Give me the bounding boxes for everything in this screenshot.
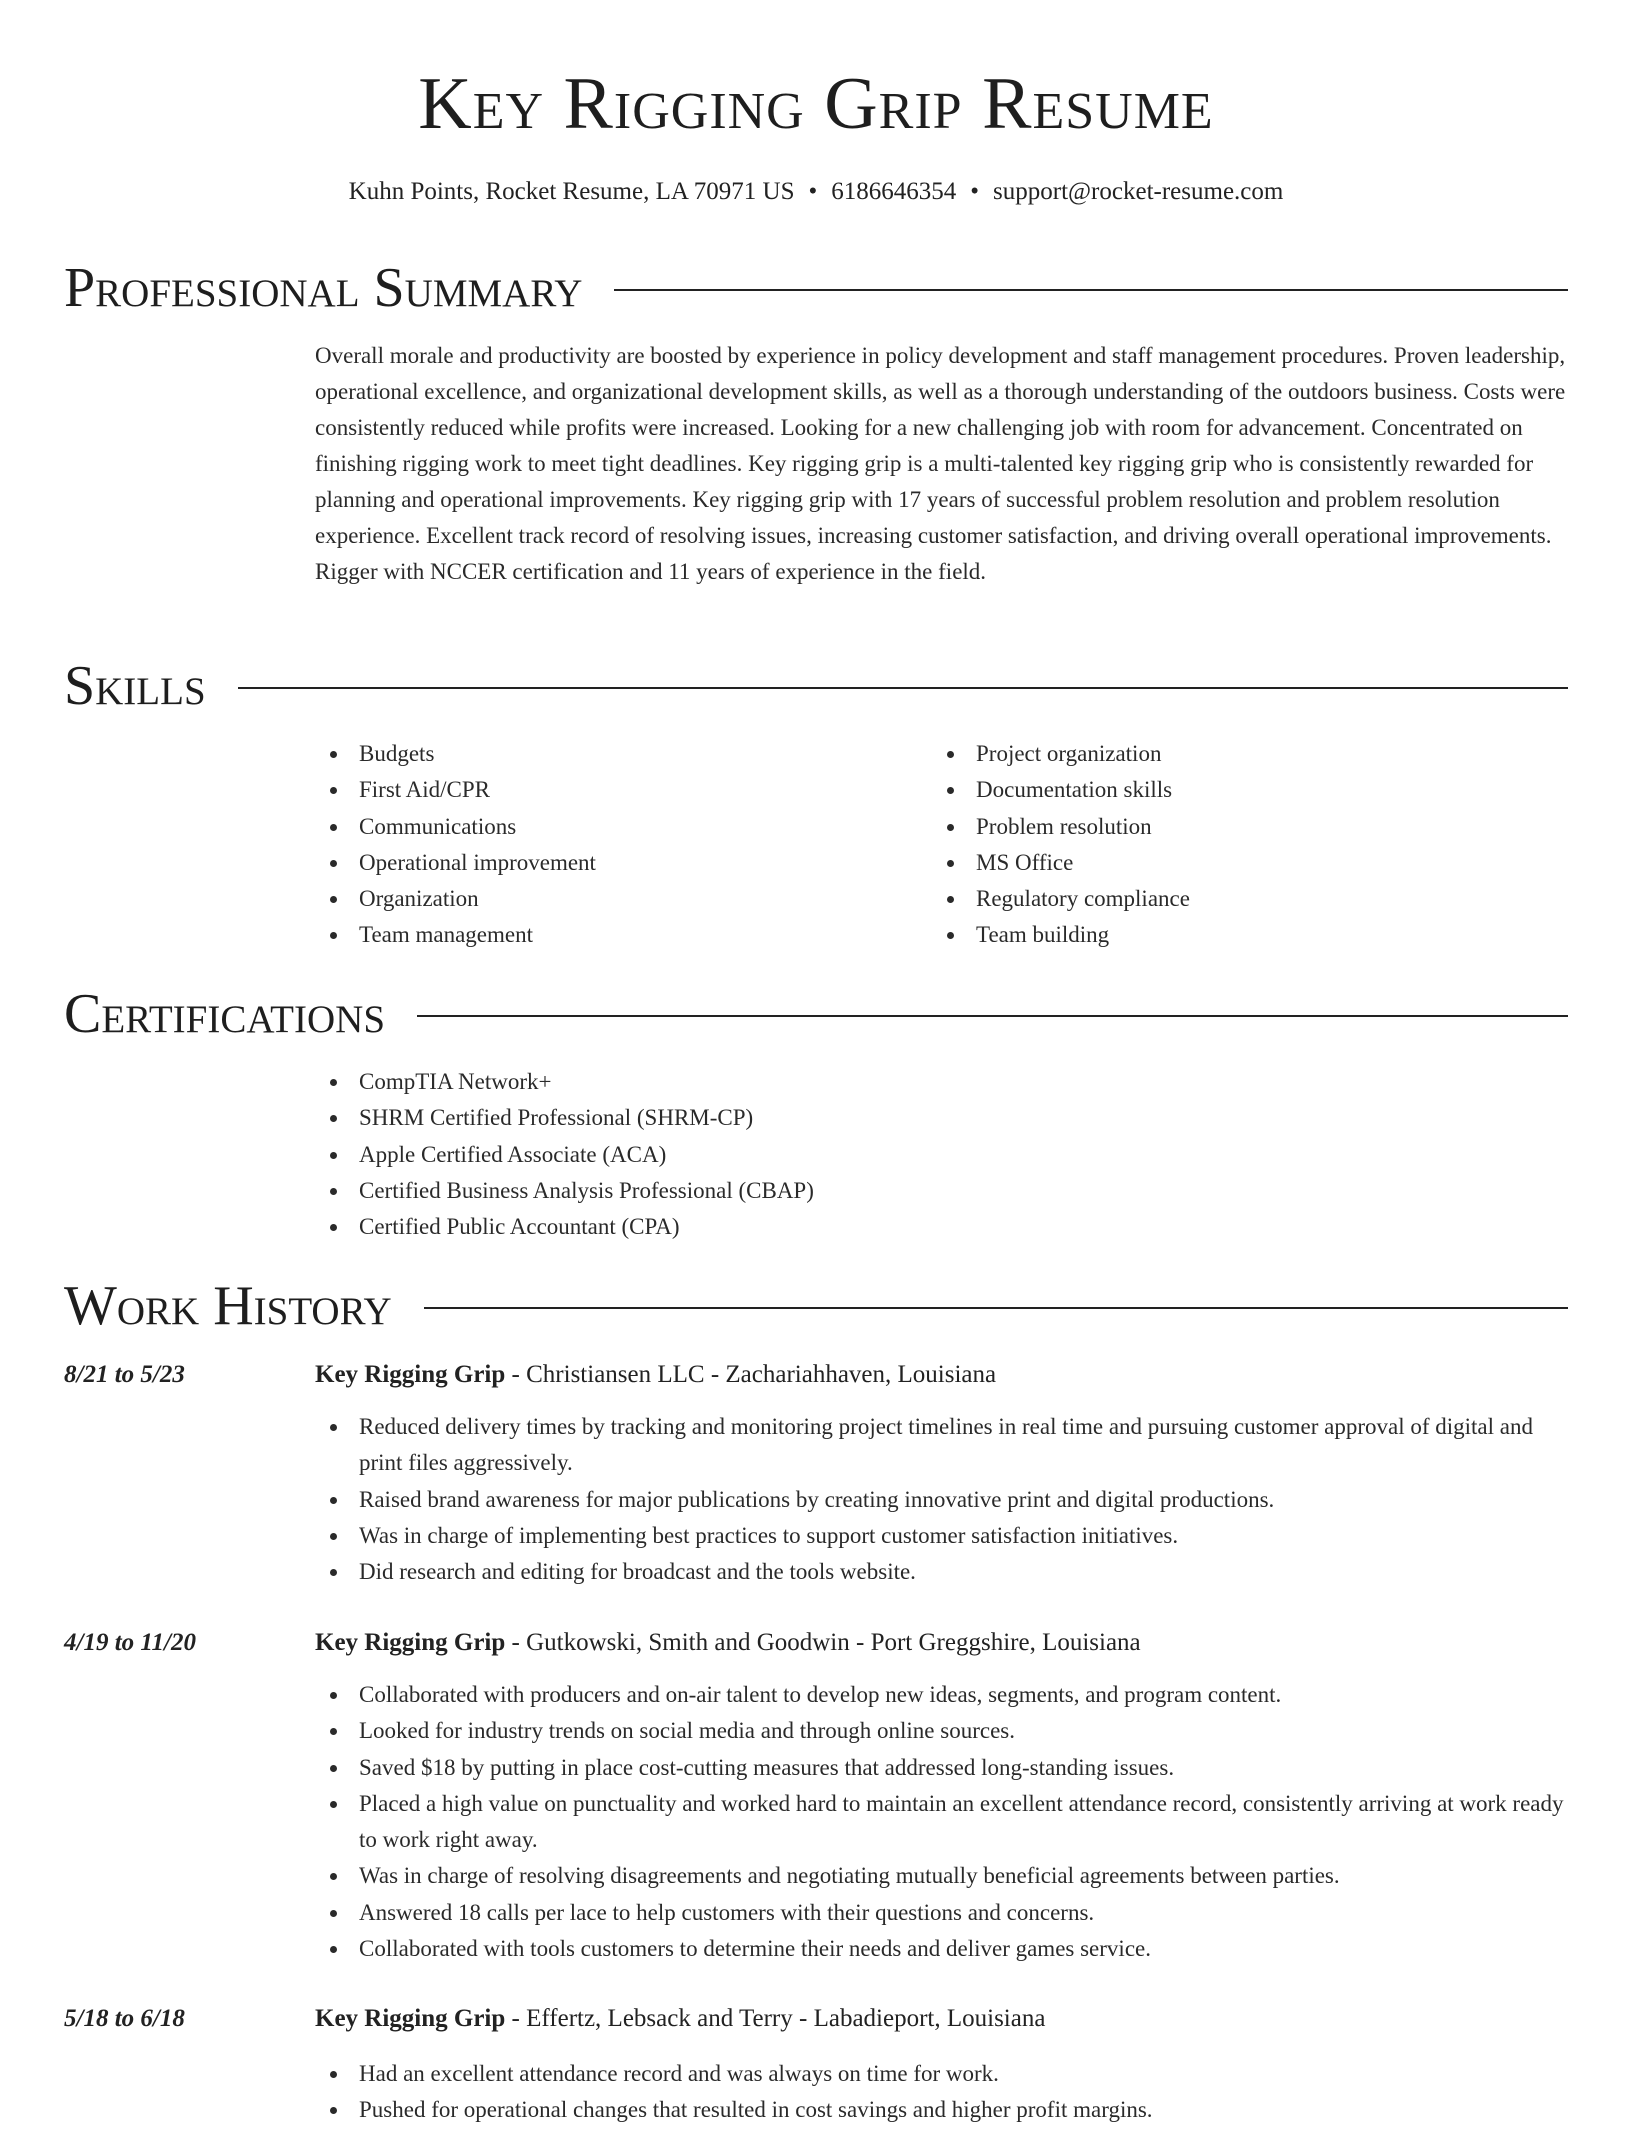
skill-item: Operational improvement bbox=[315, 845, 915, 881]
job-bullet: Had an excellent attendance record and was always on time for work. bbox=[315, 2056, 1568, 2092]
job-bullet: Reduced delivery times by tracking and monitoring project timelines in real time and pursuing customer approval of digital and print files aggressively. bbox=[315, 1409, 1568, 1482]
job-heading bbox=[315, 1625, 1568, 1661]
resume-title: Key Rigging Grip Resume bbox=[418, 63, 1214, 145]
job-bullets bbox=[315, 2056, 1568, 2129]
job-bullet: Looked for industry trends on social media and through online sources. bbox=[315, 1713, 1568, 1749]
job-title: Key Rigging Grip bbox=[315, 2005, 506, 2032]
job-heading bbox=[315, 2001, 1568, 2037]
job-employer: - Gutkowski, Smith and Goodwin - Port Greggshire, Louisiana bbox=[505, 1629, 1141, 1656]
section-title: Certifications bbox=[64, 983, 386, 1045]
work-history-section-header bbox=[64, 1274, 1568, 1338]
email[interactable]: support@rocket-resume.com bbox=[993, 178, 1284, 205]
job-dates: 4/19 to 11/20 bbox=[64, 1629, 196, 1656]
section-divider bbox=[614, 289, 1568, 291]
skill-item: Project organization bbox=[932, 736, 1532, 772]
certifications-list bbox=[315, 1064, 1568, 1245]
section-title: Professional Summary bbox=[64, 257, 583, 319]
job-bullet: Collaborated with tools customers to determine their needs and deliver games service. bbox=[315, 1931, 1568, 1967]
certification-item: Apple Certified Associate (ACA) bbox=[315, 1137, 1568, 1173]
job-title: Key Rigging Grip bbox=[315, 1629, 506, 1656]
job-employer: - Effertz, Lebsack and Terry - Labadieport, Louisiana bbox=[505, 2005, 1046, 2032]
job-bullet: Placed a high value on punctuality and worked hard to maintain an excellent attendance record, consistently arriving at work ready to work right away. bbox=[315, 1786, 1568, 1859]
job-bullets bbox=[315, 1677, 1568, 1967]
summary-text: Overall morale and productivity are boosted by experience in policy development and staff management procedures. Proven leadership, operational excellence, and organizational development skills, as well as a thorough understanding of the outdoors business. Costs were consistently reduced while profits were increased. Looking for a new challenging job with room for advancement. Concentrated on finishing rigging work to meet tight deadlines. Key rigging grip is a multi-talented key rigging grip who is consistently rewarded for planning and operational improvements. Key rigging grip with 17 years of successful problem resolution and problem resolution experience. Excellent track record of resolving issues, increasing customer satisfaction, and driving overall operational improvements. Rigger with NCCER certification and 11 years of experience in the field. bbox=[315, 343, 1566, 584]
skill-item: MS Office bbox=[932, 845, 1532, 881]
skill-item: Problem resolution bbox=[932, 809, 1532, 845]
certification-item: CompTIA Network+ bbox=[315, 1064, 1568, 1100]
skill-item: Team management bbox=[315, 917, 915, 953]
job-heading bbox=[315, 1357, 1568, 1393]
section-divider bbox=[417, 1015, 1568, 1017]
job-title: Key Rigging Grip bbox=[315, 1361, 506, 1388]
job-dates: 8/21 to 5/23 bbox=[64, 1361, 185, 1388]
skills-section-header bbox=[64, 654, 1568, 718]
job-employer: - Christiansen LLC - Zachariahhaven, Louisiana bbox=[505, 1361, 997, 1388]
separator: • bbox=[970, 178, 980, 205]
section-title: Work History bbox=[64, 1275, 392, 1337]
job-bullets bbox=[315, 1409, 1568, 1590]
separator: • bbox=[808, 178, 818, 205]
certifications-section-header bbox=[64, 982, 1568, 1046]
job-bullet: Pushed for operational changes that resulted in cost savings and higher profit margins. bbox=[315, 2092, 1568, 2128]
summary-section-header bbox=[64, 256, 1568, 320]
job-bullet: Saved $18 by putting in place cost-cutting measures that addressed long-standing issues. bbox=[315, 1750, 1568, 1786]
job-bullet: Collaborated with producers and on-air talent to develop new ideas, segments, and program content. bbox=[315, 1677, 1568, 1713]
job-bullet: Did research and editing for broadcast and the tools website. bbox=[315, 1554, 1568, 1590]
skill-item: Budgets bbox=[315, 736, 915, 772]
job-bullet: Raised brand awareness for major publications by creating innovative print and digital productions. bbox=[315, 1482, 1568, 1518]
skills-list-right bbox=[932, 736, 1532, 954]
skill-item: First Aid/CPR bbox=[315, 772, 915, 808]
job-bullet: Was in charge of implementing best practices to support customer satisfaction initiatives. bbox=[315, 1518, 1568, 1554]
skill-item: Communications bbox=[315, 809, 915, 845]
address: Kuhn Points, Rocket Resume, LA 70971 US bbox=[348, 178, 795, 205]
certification-item: SHRM Certified Professional (SHRM-CP) bbox=[315, 1100, 1568, 1136]
job-bullet: Was in charge of resolving disagreements and negotiating mutually beneficial agreements between parties. bbox=[315, 1858, 1568, 1894]
section-divider bbox=[238, 687, 1568, 689]
certification-item: Certified Public Accountant (CPA) bbox=[315, 1209, 1568, 1245]
skill-item: Regulatory compliance bbox=[932, 881, 1532, 917]
skill-item: Organization bbox=[315, 881, 915, 917]
job-bullet: Answered 18 calls per lace to help customers with their questions and concerns. bbox=[315, 1895, 1568, 1931]
section-title: Skills bbox=[64, 655, 206, 717]
skill-item: Team building bbox=[932, 917, 1532, 953]
skills-list-left bbox=[315, 736, 915, 954]
phone: 6186646354 bbox=[831, 178, 957, 205]
job-dates: 5/18 to 6/18 bbox=[64, 2005, 185, 2032]
certification-item: Certified Business Analysis Professional (CBAP) bbox=[315, 1173, 1568, 1209]
contact-line bbox=[0, 172, 1632, 212]
skill-item: Documentation skills bbox=[932, 772, 1532, 808]
section-divider bbox=[424, 1307, 1568, 1309]
